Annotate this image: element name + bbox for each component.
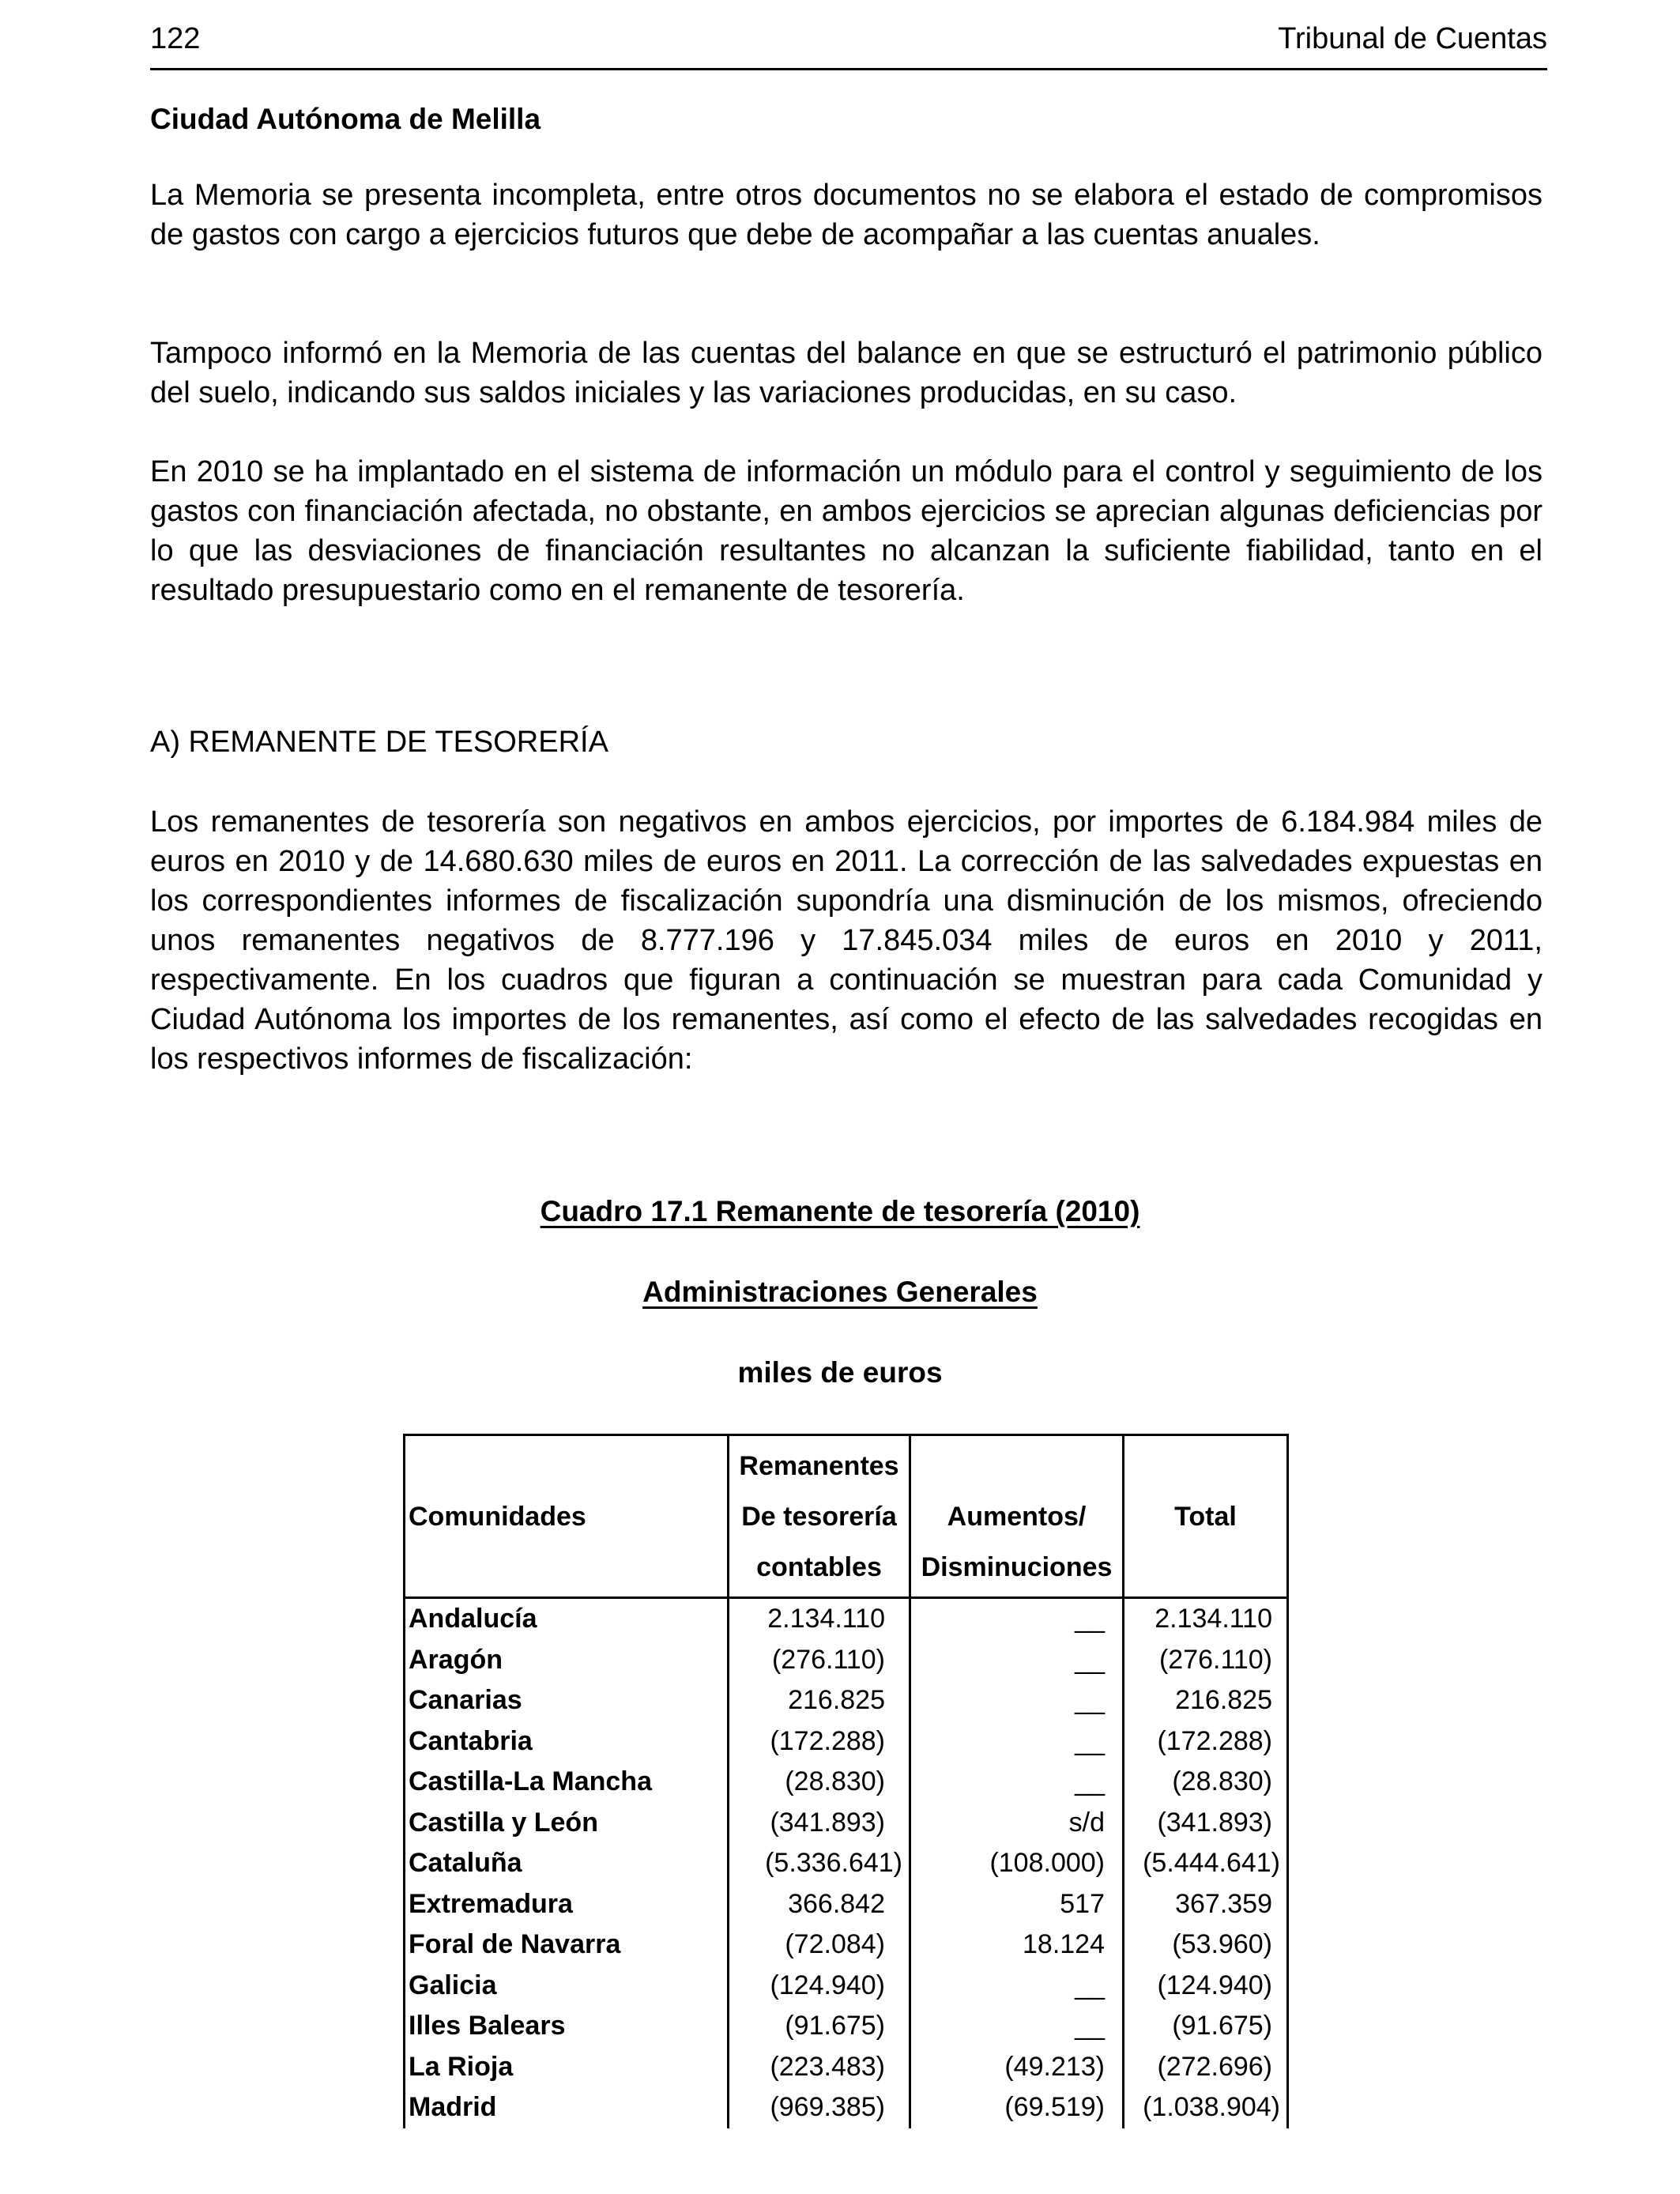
region-name: Foral de Navarra (405, 1924, 729, 1966)
table-row (405, 2047, 1288, 2088)
remanentes-contables-cell: (28.830) (729, 1762, 910, 1803)
page-number: 122 (150, 22, 201, 55)
table-row (405, 1762, 1288, 1803)
remanente-table (403, 1434, 1289, 2128)
header-remanentes: Remanentes De tesorería contables (729, 1435, 910, 1598)
aumentos-disminuciones-cell: __ (910, 1598, 1124, 1640)
remanentes-contables-cell: (341.893) (729, 1803, 910, 1844)
remanentes-contables-cell: 216.825 (729, 1680, 910, 1721)
region-name: Cantabria (405, 1721, 729, 1762)
table-row (405, 2087, 1288, 2128)
aumentos-disminuciones-cell: __ (910, 1640, 1124, 1681)
aumentos-disminuciones-cell: s/d (910, 1803, 1124, 1844)
paragraph-3: En 2010 se ha implantado en el sistema de información un módulo para el control y seguimiento de los gastos con financiación afectada, no obstante, en ambos ejercicios se aprecian algunas deficiencias por lo que las desviaciones de financiación resultantes no alcanzan la suficiente fiabilidad, tanto en el resultado presupuestario como en el remanente de tesorería. (150, 455, 1543, 607)
remanentes-contables-cell: (223.483) (729, 2047, 910, 2088)
table-row (405, 1680, 1288, 1721)
total-cell: 367.359 (1124, 1884, 1288, 1925)
table-row (405, 1803, 1288, 1844)
region-name: La Rioja (405, 2047, 729, 2088)
header-title: Tribunal de Cuentas (1278, 22, 1547, 55)
total-cell: (53.960) (1124, 1924, 1288, 1966)
total-cell: (276.110) (1124, 1640, 1288, 1681)
table-subtitle: Administraciones Generales (642, 1276, 1038, 1308)
total-cell: (172.288) (1124, 1721, 1288, 1762)
total-cell: (1.038.904) (1124, 2087, 1288, 2128)
aumentos-disminuciones-cell: (108.000) (910, 1843, 1124, 1884)
table-header-row (405, 1435, 1288, 1598)
total-cell: (28.830) (1124, 1762, 1288, 1803)
total-cell: (341.893) (1124, 1803, 1288, 1844)
total-cell: (91.675) (1124, 2006, 1288, 2047)
remanentes-contables-cell: 366.842 (729, 1884, 910, 1925)
table-row (405, 2006, 1288, 2047)
remanentes-contables-cell: (172.288) (729, 1721, 910, 1762)
remanentes-contables-cell: (276.110) (729, 1640, 910, 1681)
table-row (405, 1721, 1288, 1762)
aumentos-disminuciones-cell: __ (910, 1721, 1124, 1762)
region-name: Andalucía (405, 1598, 729, 1640)
paragraph-1: La Memoria se presenta incompleta, entre otros documentos no se elabora el estado de compromisos de gastos con cargo a ejercicios futuros que debe de acompañar a las cuentas anuales. (150, 179, 1543, 251)
aumentos-disminuciones-cell: (69.519) (910, 2087, 1124, 2128)
total-cell: (124.940) (1124, 1966, 1288, 2007)
region-name: Extremadura (405, 1884, 729, 1925)
header-aumentos: Aumentos/ Disminuciones (910, 1435, 1124, 1598)
remanentes-contables-cell: (124.940) (729, 1966, 910, 2007)
subsection-title: A) REMANENTE DE TESORERÍA (150, 726, 608, 759)
table-body (405, 1598, 1288, 2128)
region-name: Cataluña (405, 1843, 729, 1884)
aumentos-disminuciones-cell: 18.124 (910, 1924, 1124, 1966)
header-total: Total (1124, 1435, 1288, 1598)
table-row (405, 1884, 1288, 1925)
aumentos-disminuciones-cell: (49.213) (910, 2047, 1124, 2088)
region-name: Canarias (405, 1680, 729, 1721)
total-cell: (5.444.641) (1124, 1843, 1288, 1884)
region-name: Aragón (405, 1640, 729, 1681)
total-cell: 216.825 (1124, 1680, 1288, 1721)
region-name: Castilla-La Mancha (405, 1762, 729, 1803)
aumentos-disminuciones-cell: 517 (910, 1884, 1124, 1925)
aumentos-disminuciones-cell: __ (910, 1966, 1124, 2007)
table-units: miles de euros (737, 1356, 943, 1389)
region-name: Illes Balears (405, 2006, 729, 2047)
header-comunidades: Comunidades (405, 1435, 729, 1598)
table-row (405, 1598, 1288, 1640)
table-title: Cuadro 17.1 Remanente de tesorería (2010) (540, 1195, 1140, 1227)
remanentes-contables-cell: (5.336.641) (729, 1843, 910, 1884)
remanentes-contables-cell: 2.134.110 (729, 1598, 910, 1640)
region-name: Madrid (405, 2087, 729, 2128)
remanentes-contables-cell: (969.385) (729, 2087, 910, 2128)
total-cell: 2.134.110 (1124, 1598, 1288, 1640)
table-row (405, 1924, 1288, 1966)
remanentes-contables-cell: (91.675) (729, 2006, 910, 2047)
aumentos-disminuciones-cell: __ (910, 2006, 1124, 2047)
paragraph-2: Tampoco informó en la Memoria de las cuentas del balance en que se estructuró el patrimonio público del suelo, indicando sus saldos iniciales y las variaciones producidas, en su caso. (150, 337, 1543, 409)
section-title: Ciudad Autónoma de Melilla (150, 103, 541, 135)
table-row (405, 1640, 1288, 1681)
remanentes-contables-cell: (72.084) (729, 1924, 910, 1966)
total-cell: (272.696) (1124, 2047, 1288, 2088)
table-row (405, 1843, 1288, 1884)
subsection-paragraph: Los remanentes de tesorería son negativos en ambos ejercicios, por importes de 6.184.984 miles de euros en 2010 y de 14.680.630 miles de euros en 2011. La corrección de las salvedades expuestas en los correspondientes informes de fiscalización supondría una disminución de los mismos, ofreciendo unos remanentes negativos de 8.777.196 y 17.845.034 miles de euros en 2010 y 2011, respectivamente. En los cuadros que figuran a continuación se muestran para cada Comunidad y Ciudad Autónoma los importes de los remanentes, así como el efecto de las salvedades recogidas en los respectivos informes de fiscalización: (150, 805, 1543, 1076)
page-header (150, 22, 1547, 70)
aumentos-disminuciones-cell: __ (910, 1762, 1124, 1803)
table-row (405, 1966, 1288, 2007)
region-name: Castilla y León (405, 1803, 729, 1844)
region-name: Galicia (405, 1966, 729, 2007)
aumentos-disminuciones-cell: __ (910, 1680, 1124, 1721)
